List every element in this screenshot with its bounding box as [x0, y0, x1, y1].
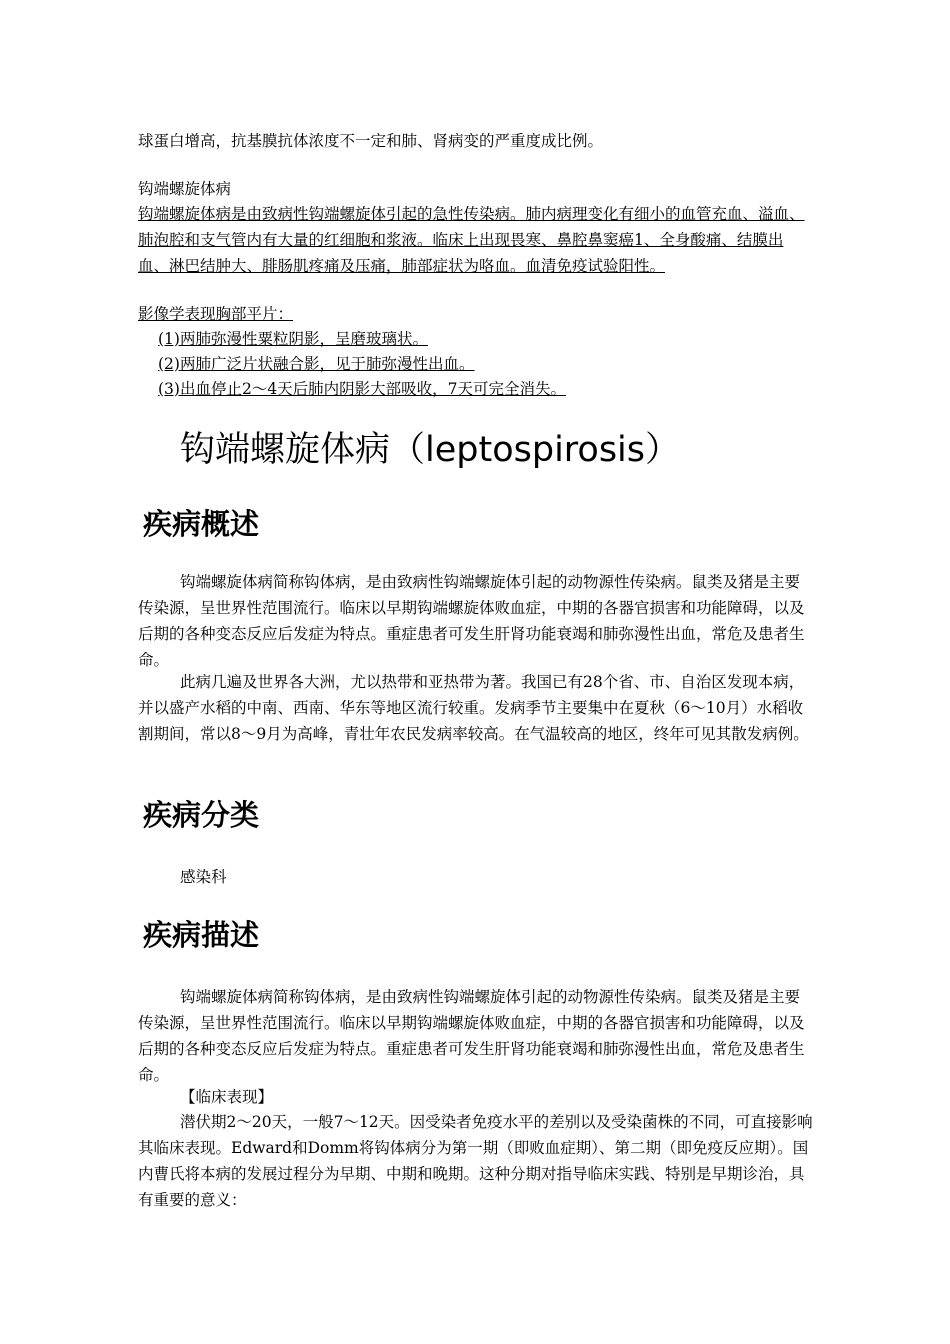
imaging-item-3: (3)出血停止2～4天后肺内阴影大部吸收，7天可完全消失。: [158, 380, 567, 398]
section-heading-leptospirosis: 钩端螺旋体病: [138, 180, 232, 198]
overview-paragraph-1: 钩端螺旋体病简称钩体病，是由致病性钩端螺旋体引起的动物源性传染病。鼠类及猪是主要传染源，呈世界性范围流行。临床以早期钩端螺旋体败血症，中期的各器官损害和功能障碍，以及后期的各种变态反应后发症为特点。重症患者可发生肝肾功能衰竭和肺弥漫性出血，常危及患者生命。: [138, 573, 805, 669]
page-title: 钩端螺旋体病（leptospirosis）: [180, 430, 681, 470]
imaging-item-1: (1)两肺弥漫性粟粒阴影，呈磨玻璃状。: [158, 330, 428, 348]
description-paragraph-1: 钩端螺旋体病简称钩体病，是由致病性钩端螺旋体引起的动物源性传染病。鼠类及猪是主要传染源，呈世界性范围流行。临床以早期钩端螺旋体败血症，中期的各器官损害和功能障碍，以及后期的各种变态反应后发症为特点。重症患者可发生肝肾功能衰竭和肺弥漫性出血，常危及患者生命。: [138, 988, 805, 1084]
leptospirosis-description: 钩端螺旋体病是由致病性钩端螺旋体引起的急性传染病。肺内病理变化有细小的血管充血、溢血、肺泡腔和支气管内有大量的红细胞和浆液。临床上出现畏寒、鼻腔鼻窦癌1、全身酸痛、结膜出血、淋巴结肿大、腓肠肌疼痛及压痛，肺部症状为咯血。血清免疫试验阳性。: [138, 205, 805, 275]
clinical-label: 【临床表现】: [180, 1088, 274, 1106]
description-paragraph-2: 潜伏期2～20天，一般7～12天。因受染者免疫水平的差别以及受染菌株的不同，可直接影响其临床表现。Edward和Domm将钩体病分为第一期（即败血症期）、第二期（即免疫反应期）。国内曹氏将本病的发展过程分为早期、中期和晚期。这种分期对指导临床实践、特别是早期诊治，具有重要的意义：: [138, 1113, 813, 1209]
heading-overview: 疾病概述: [143, 507, 260, 541]
category-value: 感染科: [180, 868, 227, 886]
imaging-item-2: (2)两肺广泛片状融合影，见于肺弥漫性出血。: [158, 355, 475, 373]
top-line: 球蛋白增高，抗基膜抗体浓度不一定和肺、肾病变的严重度成比例。: [138, 132, 604, 150]
heading-category: 疾病分类: [143, 798, 260, 832]
heading-description: 疾病描述: [143, 918, 260, 952]
overview-paragraph-2: 此病几遍及世界各大洲，尤以热带和亚热带为著。我国已有28个省、市、自治区发现本病，并以盛产水稻的中南、西南、华东等地区流行较重。发病季节主要集中在夏秋（6～10月）水稻收割期间，常以8～9月为高峰，青壮年农民发病率较高。在气温较高的地区，终年可见其散发病例。: [138, 673, 809, 743]
imaging-heading: 影像学表现胸部平片：: [138, 305, 294, 323]
